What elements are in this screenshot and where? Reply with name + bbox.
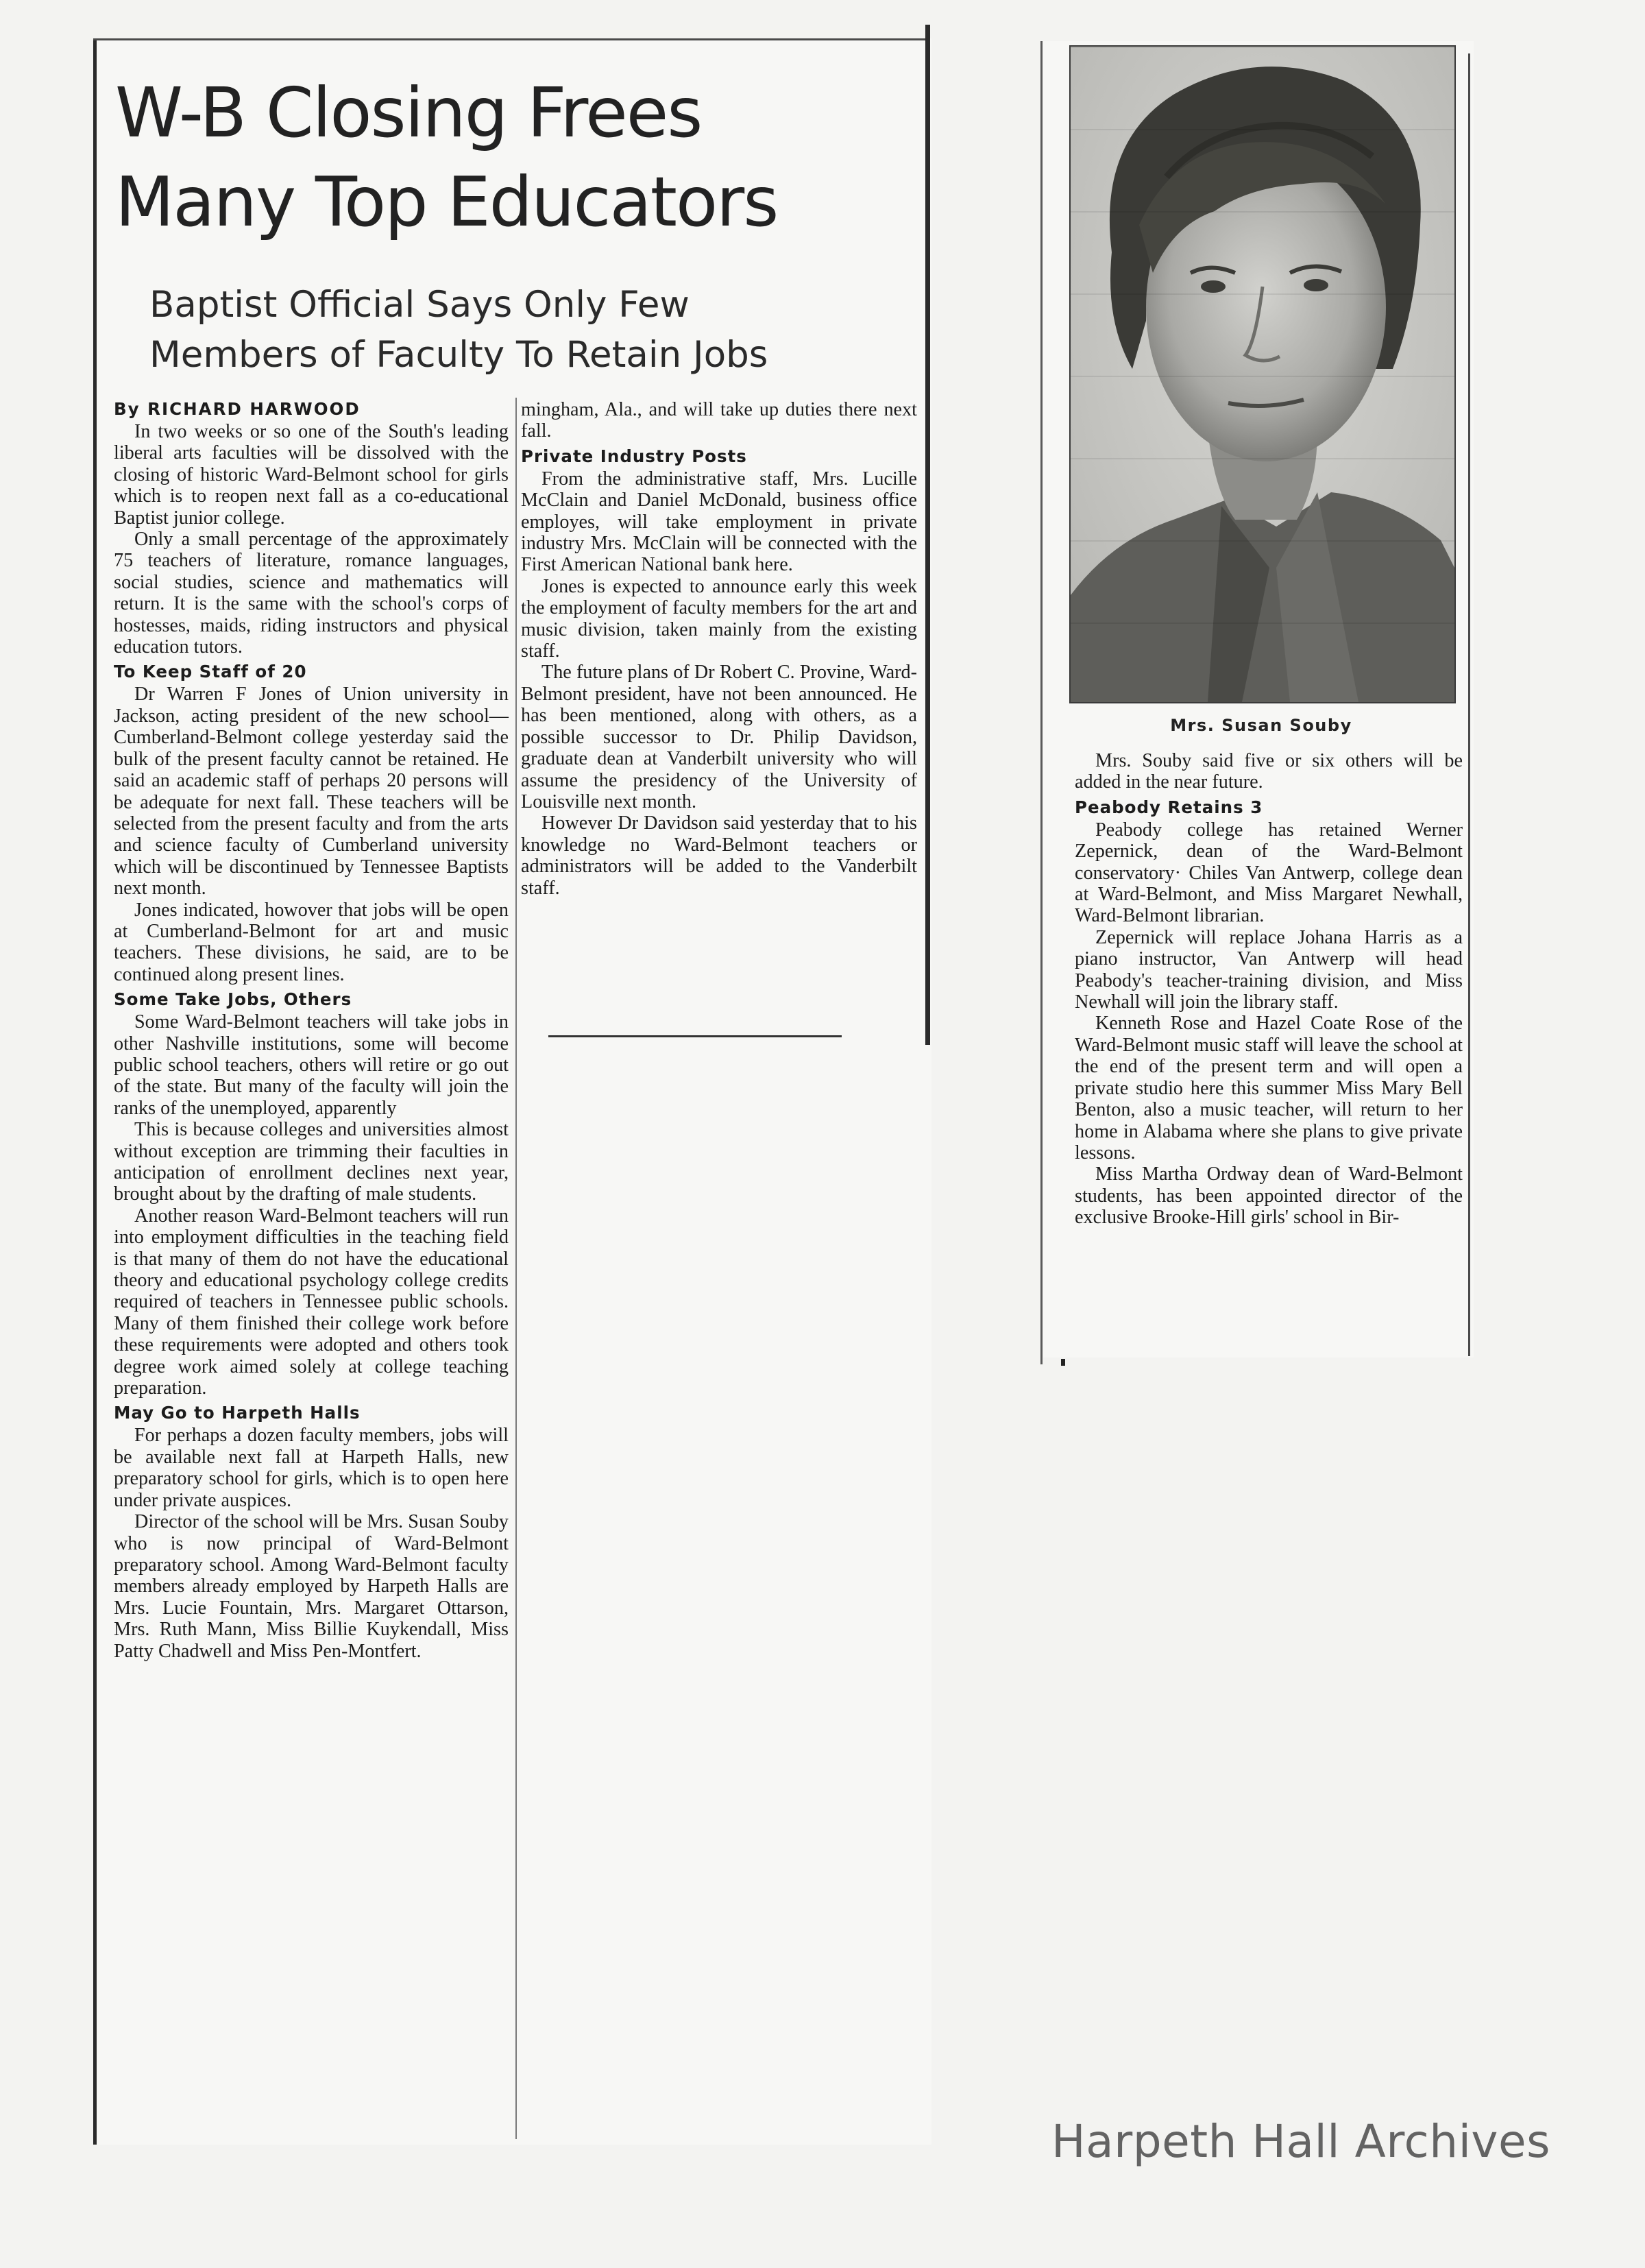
article-paragraph: Another reason Ward-Belmont teachers will run into employment difficulties in the teaching field is that many of them do not have the educational theory and educational psychology college credits required of teachers in Tennessee public schools. Many of them finished their college work before these requirements were adopted and others took degree work aimed solely at college teaching preparation. [114,1205,509,1399]
section-subhead: Peabody Retains 3 [1075,797,1263,817]
article-paragraph: From the administrative staff, Mrs. Lucille McClain and Daniel McDonald, business office employes, will take employment in private industry Mrs. McClain will be connected with the First American National bank here. [521,468,917,576]
article-paragraph: Kenneth Rose and Hazel Coate Rose of the Ward-Belmont music staff will leave the school at the end of the present term and will open a private studio here this summer Miss Mary Bell Benton, also a music teacher, will return to her home in Alabama where she plans to give private lessons. [1075,1013,1463,1163]
article-paragraph: For perhaps a dozen faculty members, jobs will be available next fall at Harpeth Halls, new preparatory school for girls, which is to open here under private auspices. [114,1425,509,1511]
article-paragraph: mingham, Ala., and will take up duties there next fall. [521,399,917,442]
article-paragraph: Some Ward-Belmont teachers will take jobs in other Nashville institutions, some will become public school teachers, others will retire or go out of the state. But many of the faculty will join the ranks of the unemployed, apparently [114,1011,509,1119]
article-paragraph: Only a small percentage of the approximately 75 teachers of literature, romance languages, social studies, science and mathematics will return. It is the same with the school's corps of hostesses, maids, riding instructors and physical education tutors. [114,529,509,658]
section-subhead: May Go to Harpeth Halls [114,1403,361,1423]
headline-line-2: Many Top Educators [115,162,778,242]
article-column-2 [521,399,917,899]
article-paragraph: In two weeks or so one of the South's leading liberal arts faculties will be dissolved with the closing of historic Ward-Belmont school for girls which is to reopen next fall as a co-educational Baptist junior college. [114,421,509,529]
clipping-top-rule [93,38,925,40]
byline: By RICHARD HARWOOD [114,399,361,419]
article-paragraph: Director of the school will be Mrs. Susan Souby who is now principal of Ward-Belmont preparatory school. Among Ward-Belmont faculty members already employed by Harpeth Halls are Mrs. Lucie Fountain, Mrs. Margaret Ottarson, Mrs. Ruth Mann, Miss Billie Kuykendall, Miss Patty Chadwell and Miss Pen-Montfert. [114,1511,509,1662]
archive-credit-watermark: Harpeth Hall Archives [1051,2115,1550,2168]
section-subhead: Some Take Jobs, Others [114,989,352,1010]
subheadline-line-1: Baptist Official Says Only Few [149,284,690,326]
headline-line-1: W-B Closing Frees [115,73,702,153]
article-paragraph: Jones is expected to announce early this week the employment of faculty members for the art and music division, taken mainly from the existing staff. [521,575,917,662]
subheadline [149,280,910,380]
article-paragraph: However Dr Davidson said yesterday that to his knowledge no Ward-Belmont teachers or administrators will be added to the Vanderbilt staff. [521,812,917,899]
article-paragraph: Jones indicated, howover that jobs will be open at Cumberland-Belmont for art and music teachers. These divisions, he said, are to be continued along present lines. [114,899,509,985]
photo-clipping-right-rule [1468,53,1470,1356]
article-paragraph: Peabody college has retained Werner Zepernick, dean of the Ward-Belmont conservatory· Chiles Van Antwerp, college dean at Ward-Belmont, and Miss Margaret Newhall, Ward-Belmont librarian. [1075,819,1463,927]
photo-clipping-corner-mark [1061,1359,1065,1366]
subheadline-line-2: Members of Faculty To Retain Jobs [149,334,768,376]
section-subhead: Private Industry Posts [521,446,747,466]
section-subhead: To Keep Staff of 20 [114,662,307,682]
article-paragraph: Mrs. Souby said five or six others will be added in the near future. [1075,750,1463,793]
article-column-3 [1075,750,1463,1229]
article-column-1 [114,399,509,1662]
photo-caption: Mrs. Susan Souby [1170,716,1352,735]
article-paragraph: The future plans of Dr Robert C. Provine, Ward-Belmont president, have not been announced. He has been mentioned, along with others, as a possible successor to Dr. Philip Davidson, graduate dean at Vanderbilt university who will assume the presidency of the University of Louisville next month. [521,662,917,812]
headline [115,69,917,247]
article-paragraph: Zepernick will replace Johana Harris as a piano instructor, Van Antwerp will head Peabody's teacher-training division, and Miss Newhall will join the library staff. [1075,926,1463,1013]
column-divider [515,398,517,2139]
portrait-photo [1069,45,1456,703]
article-paragraph: This is because colleges and universities almost without exception are trimming their faculties in anticipation of enrollment declines next year, brought about by the drafting of male students. [114,1119,509,1205]
photo-clipping-left-rule [1040,41,1043,1364]
article-end-rule [548,1035,842,1037]
article-paragraph: Dr Warren F Jones of Union university in Jackson, acting president of the new school—Cumberland-Belmont college yesterday said the bulk of the present faculty cannot be retained. He said an academic staff of perhaps 20 persons will be adequate for next fall. These teachers will be selected from the present faculty and from the arts and science faculty of Cumberland university which will be discontinued by Tennessee Baptists next month. [114,684,509,900]
article-paragraph: Miss Martha Ordway dean of Ward-Belmont students, has been appointed director of the exclusive Brooke-Hill girls' school in Bir- [1075,1163,1463,1229]
portrait-illustration [1071,47,1454,702]
clipping-right-rule [925,25,930,1045]
